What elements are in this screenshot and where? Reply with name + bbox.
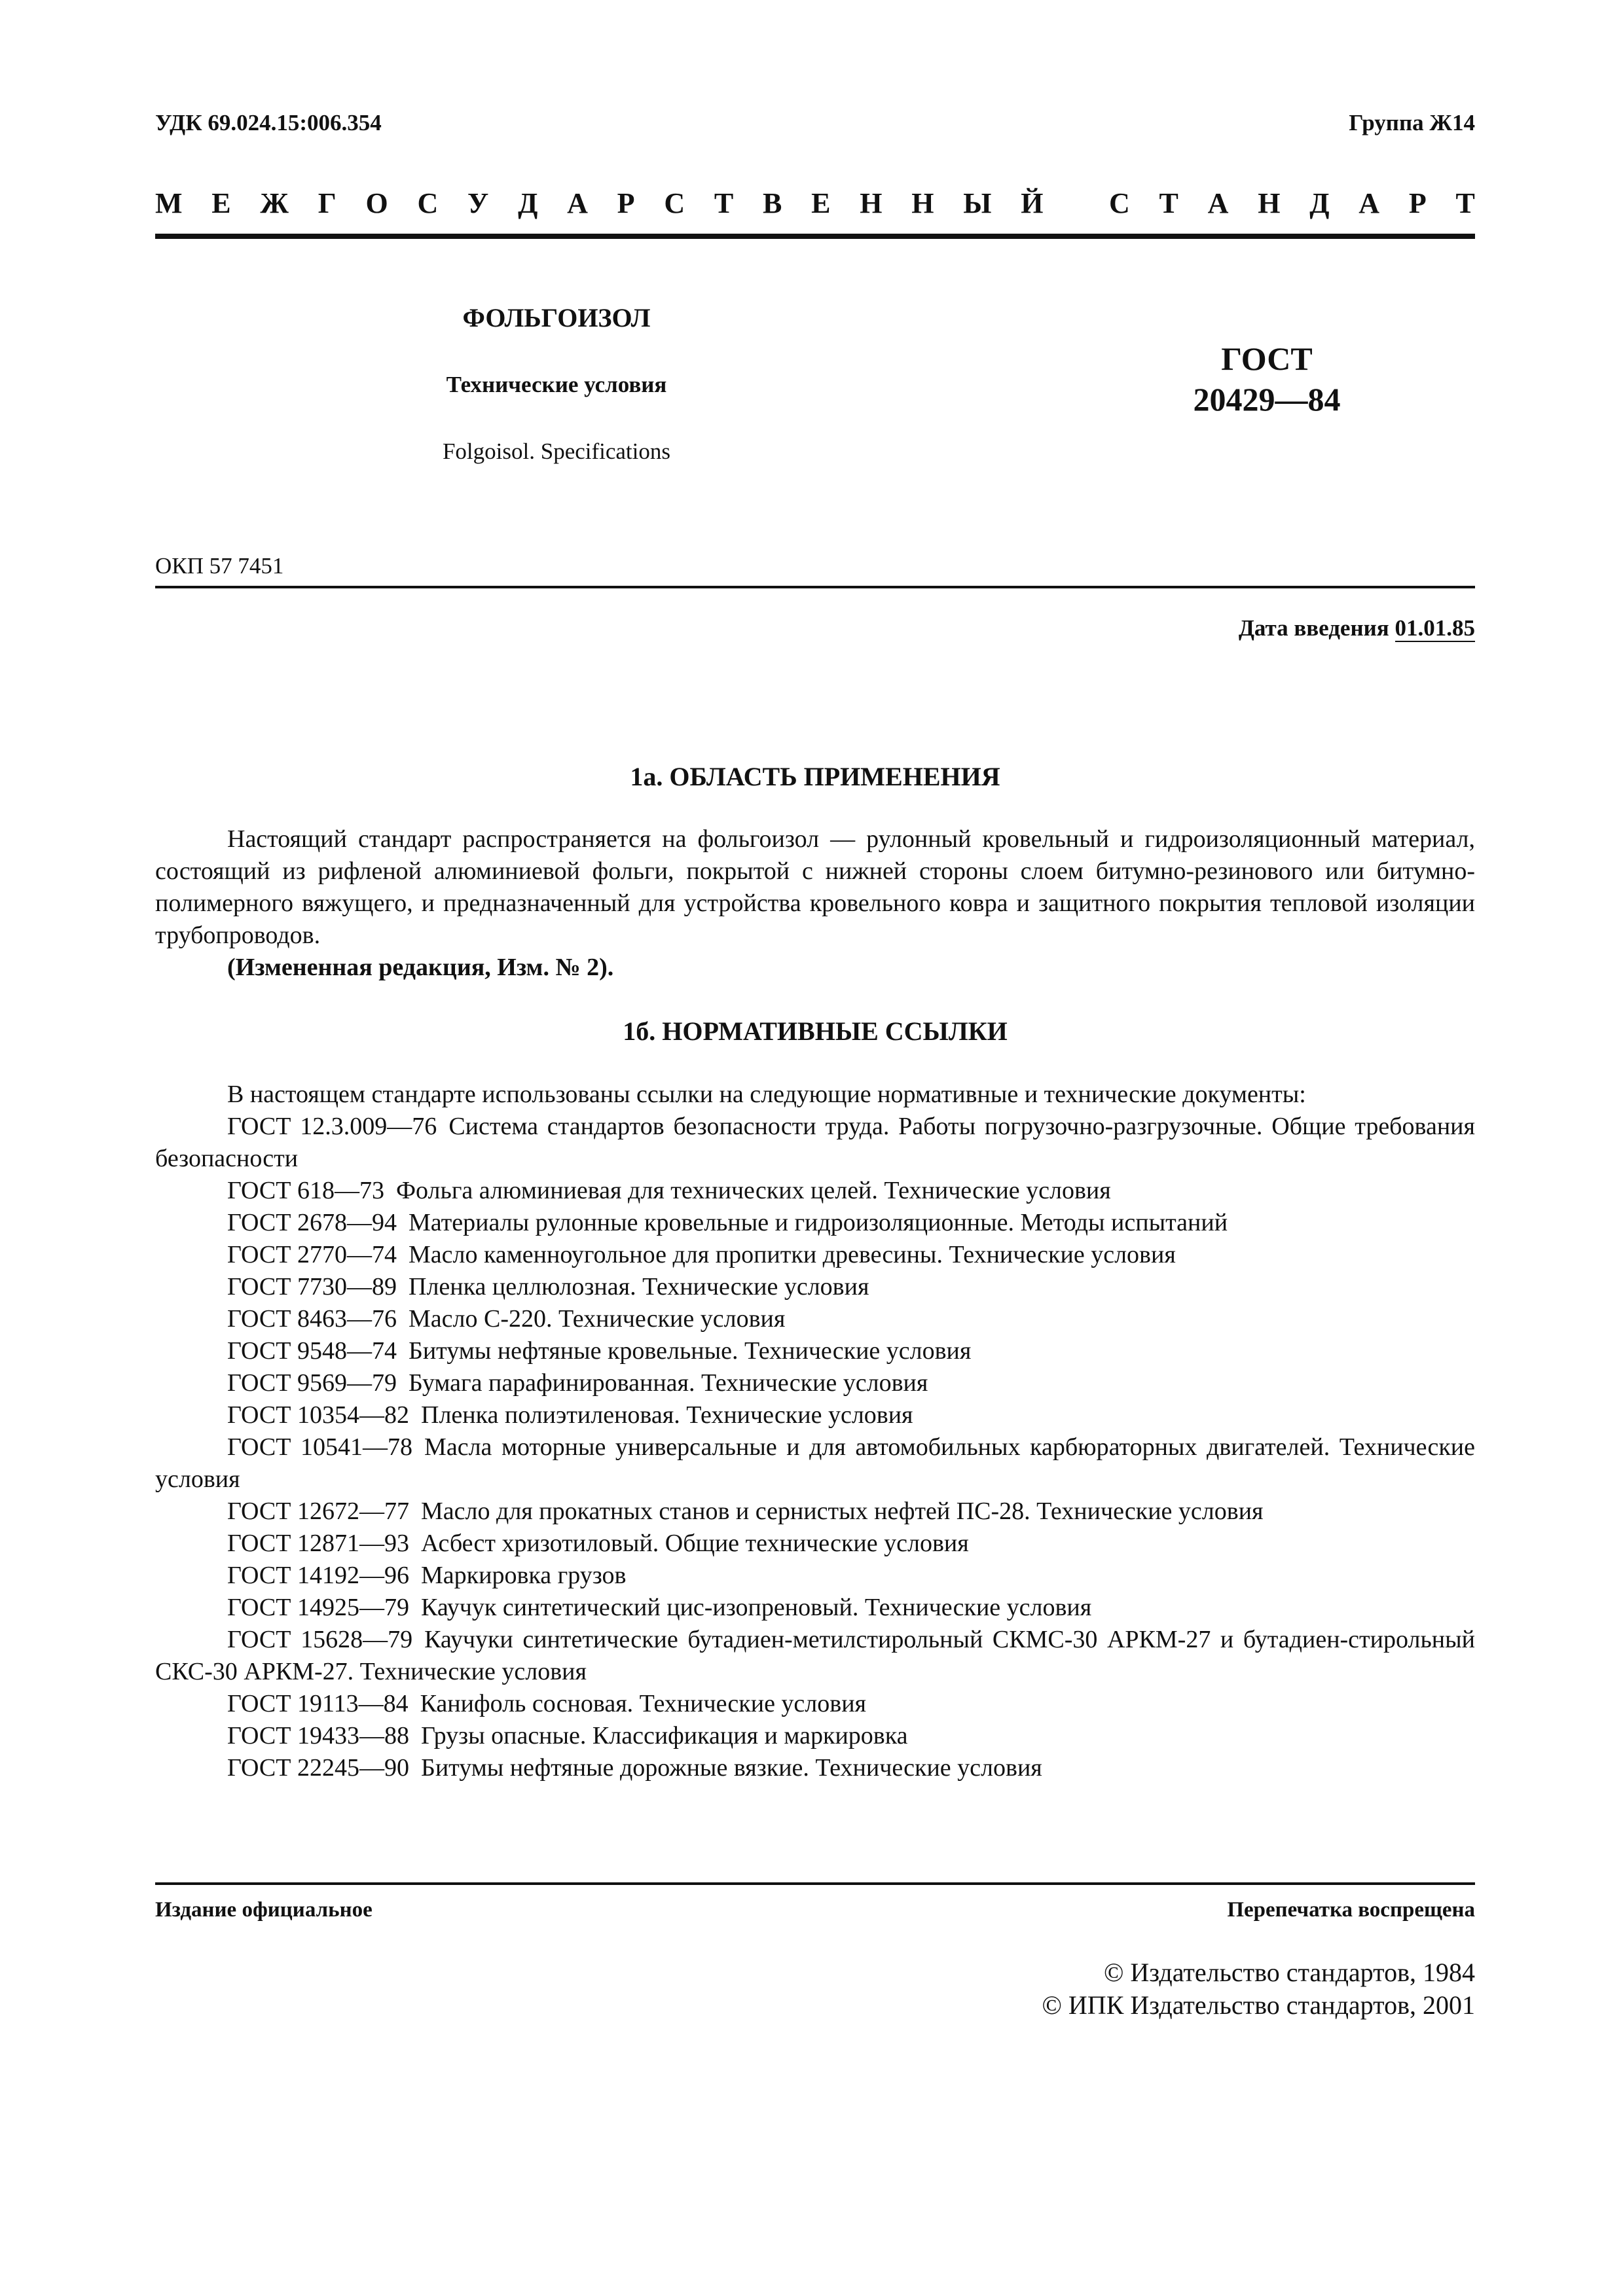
banner-letter: Т	[714, 187, 734, 219]
reference-code: ГОСТ 12871—93	[227, 1530, 409, 1557]
reference-title: Грузы опасные. Классификация и маркировка	[421, 1722, 908, 1749]
reference-code: ГОСТ 19113—84	[227, 1690, 409, 1717]
banner-letter: А	[1359, 187, 1380, 219]
banner-letter: М	[155, 187, 183, 219]
reference-item	[155, 1207, 1475, 1239]
reference-item	[155, 1496, 1475, 1528]
reference-title: Каучук синтетический цис-изопреновый. Технические условия	[421, 1594, 1092, 1621]
banner-letter: А	[1207, 187, 1229, 219]
banner-letter: Й	[1021, 187, 1044, 219]
banner-letter: Г	[318, 187, 337, 219]
reference-title: Масло С-220. Технические условия	[409, 1305, 786, 1333]
reference-item	[155, 1367, 1475, 1399]
reference-item	[155, 1560, 1475, 1592]
reference-code: ГОСТ 7730—89	[227, 1273, 397, 1300]
reference-code: ГОСТ 14192—96	[227, 1562, 409, 1589]
banner-letter: О	[365, 187, 388, 219]
banner-gap	[1072, 187, 1080, 220]
reference-item	[155, 1303, 1475, 1335]
section-1b-title: 1б. НОРМАТИВНЫЕ ССЫЛКИ	[623, 1016, 1008, 1046]
reference-item	[155, 1271, 1475, 1303]
references-intro: В настоящем стандарте использованы ссылки на следующие нормативные и технические документы:	[227, 1081, 1306, 1108]
references-items	[155, 1111, 1475, 1784]
section-1a-text: Настоящий стандарт распространяется на фольгоизол — рулонный кровельный и гидроизоляционный материал, состоящий из рифленой алюминиевой фольги, покрытой с нижней стороны слоем битумно-резинового или битумно-полимерного вяжущего, и предназначенный для устройства кровельного ковра и защитного покрытия тепловой изоляции трубопроводов.	[155, 825, 1475, 949]
reference-title: Масло каменноугольное для пропитки древесины. Технические условия	[409, 1241, 1176, 1268]
reference-item	[155, 1592, 1475, 1624]
banner-letter: Д	[1309, 187, 1330, 219]
standard-subtitle: Технические условия	[446, 372, 667, 397]
banner-letter: Т	[1159, 187, 1178, 219]
reference-title: Асбест хризотиловый. Общие технические условия	[421, 1530, 969, 1557]
reference-code: ГОСТ 10541—78	[227, 1433, 413, 1461]
banner-letter: С	[417, 187, 439, 219]
reference-title: Канифоль сосновая. Технические условия	[420, 1690, 867, 1717]
reference-item	[155, 1624, 1475, 1688]
reference-title: Пленка целлюлозная. Технические условия	[409, 1273, 869, 1300]
reference-item	[155, 1431, 1475, 1496]
banner-letter: Р	[1408, 187, 1427, 219]
banner-letter: Р	[617, 187, 635, 219]
udk-code: УДК 69.024.15:006.354	[155, 110, 382, 135]
reference-item	[155, 1720, 1475, 1752]
okp-rule	[155, 586, 1475, 588]
reprint-prohibited: Перепечатка воспрещена	[1227, 1898, 1475, 1922]
reference-code: ГОСТ 19433—88	[227, 1722, 409, 1749]
reference-title: Фольга алюминиевая для технических целей. Технические условия	[396, 1177, 1111, 1204]
section-1a-title: 1а. ОБЛАСТЬ ПРИМЕНЕНИЯ	[630, 762, 1000, 791]
reference-title: Система стандартов безопасности труда. Работы погрузочно-разгрузочные. Общие требования безопасности	[155, 1113, 1475, 1172]
standard-title: ФОЛЬГОИЗОЛ	[462, 303, 651, 332]
reference-title: Масла моторные универсальные и для автомобильных карбюраторных двигателей. Технические условия	[155, 1433, 1475, 1493]
reference-item	[155, 1175, 1475, 1207]
section-1a-body	[155, 823, 1475, 984]
reference-code: ГОСТ 618—73	[227, 1177, 384, 1204]
banner-letter: Т	[1455, 187, 1475, 219]
reference-code: ГОСТ 9569—79	[227, 1369, 397, 1397]
gost-number: 20429—84	[1193, 381, 1341, 418]
reference-title: Масло для прокатных станов и сернистых нефтей ПС-28. Технические условия	[421, 1498, 1264, 1525]
banner-letter: Ы	[963, 187, 992, 219]
banner-letter: Е	[211, 187, 231, 219]
reference-code: ГОСТ 8463—76	[227, 1305, 397, 1333]
reference-item	[155, 1239, 1475, 1271]
copyright-2001: © ИПК Издательство стандартов, 2001	[1042, 1990, 1475, 2020]
reference-title: Пленка полиэтиленовая. Технические условия	[421, 1401, 913, 1429]
reference-item	[155, 1335, 1475, 1367]
banner-letter: А	[567, 187, 588, 219]
reference-item	[155, 1752, 1475, 1784]
standard-english-title: Folgoisol. Specifications	[442, 439, 671, 464]
banner-letter: Н	[1258, 187, 1281, 219]
intro-date	[1239, 615, 1475, 641]
banner-letter: Д	[518, 187, 538, 219]
intro-date-label: Дата введения	[1238, 615, 1389, 641]
section-1a-note: (Измененная редакция, Изм. № 2).	[227, 954, 614, 981]
reference-item	[155, 1688, 1475, 1720]
okp-code: ОКП 57 7451	[155, 553, 284, 579]
group-code: Группа Ж14	[1349, 110, 1475, 135]
reference-code: ГОСТ 12.3.009—76	[227, 1113, 437, 1140]
intro-date-value: 01.01.85	[1395, 615, 1475, 641]
banner-letter: Н	[860, 187, 883, 219]
references-list	[155, 1079, 1475, 1784]
reference-title: Битумы нефтяные кровельные. Технические условия	[409, 1337, 972, 1365]
reference-title: Маркировка грузов	[421, 1562, 627, 1589]
banner-letter: У	[467, 187, 489, 219]
gost-label: ГОСТ	[1221, 340, 1313, 377]
official-edition: Издание официальное	[155, 1898, 373, 1922]
reference-code: ГОСТ 2678—94	[227, 1209, 397, 1236]
banner-letter: В	[763, 187, 782, 219]
reference-title: Битумы нефтяные дорожные вязкие. Технические условия	[421, 1754, 1042, 1782]
banner-letter: С	[664, 187, 685, 219]
reference-item	[155, 1528, 1475, 1560]
banner-letter: Н	[911, 187, 934, 219]
reference-title: Каучуки синтетические бутадиен-метилстирольный СКМС-30 АРКМ-27 и бутадиен-стирольный СКС-30 АРКМ-27. Технические условия	[155, 1626, 1475, 1685]
reference-title: Бумага парафинированная. Технические условия	[409, 1369, 928, 1397]
banner-letter: Ж	[260, 187, 289, 219]
reference-code: ГОСТ 22245—90	[227, 1754, 409, 1782]
interstate-standard-banner	[155, 187, 1475, 220]
footer-rule	[155, 1882, 1475, 1885]
banner-rule	[155, 234, 1475, 239]
reference-code: ГОСТ 10354—82	[227, 1401, 409, 1429]
reference-code: ГОСТ 9548—74	[227, 1337, 397, 1365]
reference-title: Материалы рулонные кровельные и гидроизоляционные. Методы испытаний	[409, 1209, 1228, 1236]
reference-code: ГОСТ 15628—79	[227, 1626, 413, 1653]
reference-item	[155, 1399, 1475, 1431]
copyright-1984: © Издательство стандартов, 1984	[1103, 1958, 1475, 1987]
reference-code: ГОСТ 14925—79	[227, 1594, 409, 1621]
reference-item	[155, 1111, 1475, 1175]
banner-letter: Е	[811, 187, 831, 219]
banner-letter: С	[1109, 187, 1130, 219]
reference-code: ГОСТ 12672—77	[227, 1498, 409, 1525]
reference-code: ГОСТ 2770—74	[227, 1241, 397, 1268]
